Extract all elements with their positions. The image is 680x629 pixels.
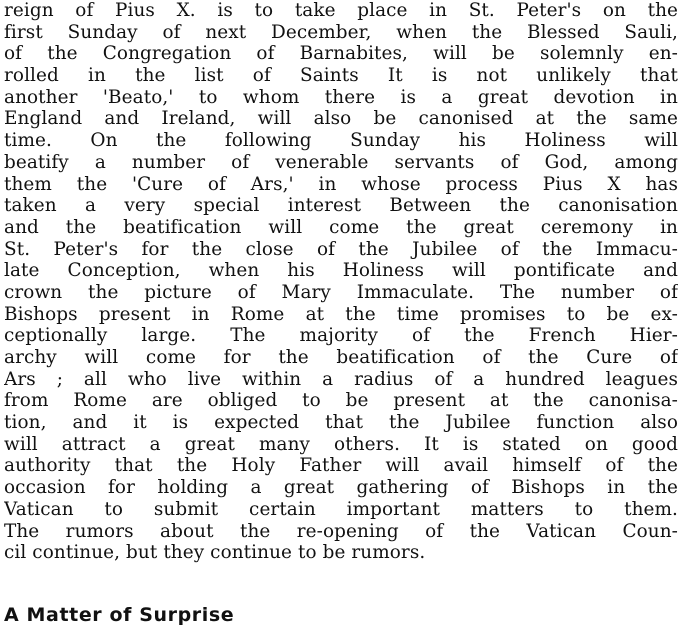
text-line: St. Peter's for the close of the Jubilee of the Immacu-: [4, 238, 678, 260]
text-line: first Sunday of next December, when the Blessed Sauli,: [4, 21, 678, 43]
text-line: occasion for holding a great gathering of Bishops in the: [4, 477, 678, 499]
text-line: and the beatification will come the great ceremony in: [4, 216, 678, 238]
text-line: The rumors about the re-opening of the Vatican Coun-: [4, 520, 678, 542]
text-line: late Conception, when his Holiness will pontificate and: [4, 260, 678, 282]
text-line: beatify a number of venerable servants of God, among: [4, 151, 678, 173]
text-line: Ars ; all who live within a radius of a hundred leagues: [4, 368, 678, 390]
section-heading: A Matter of Surprise: [4, 604, 235, 626]
text-line: another 'Beato,' to whom there is a great devotion in: [4, 86, 678, 108]
text-line: them the 'Cure of Ars,' in whose process Pius X has: [4, 173, 678, 195]
text-line: cil continue, but they continue to be rumors.: [4, 542, 426, 564]
text-line: tion, and it is expected that the Jubilee function also: [4, 412, 678, 434]
text-line: Bishops present in Rome at the time promises to be ex-: [4, 303, 678, 325]
text-line: time. On the following Sunday his Holiness will: [4, 130, 678, 152]
text-line: taken a very special interest Between the canonisation: [4, 195, 678, 217]
text-line: from Rome are obliged to be present at the canonisa-: [4, 390, 678, 412]
text-line: reign of Pius X. is to take place in St. Peter's on the: [4, 0, 678, 21]
text-line: authority that the Holy Father will avail himself of the: [4, 455, 678, 477]
text-line: will attract a great many others. It is stated on good: [4, 433, 678, 455]
text-line: Vatican to submit certain important matters to them.: [4, 498, 678, 520]
text-line: rolled in the list of Saints It is not unlikely that: [4, 65, 678, 87]
article-body: [4, 0, 678, 564]
text-line: England and Ireland, will also be canonised at the same: [4, 108, 678, 130]
text-line: ceptionally large. The majority of the French Hier-: [4, 325, 678, 347]
text-line: archy will come for the beatification of the Cure of: [4, 347, 678, 368]
text-line: crown the picture of Mary Immaculate. The number of: [4, 281, 678, 303]
text-line: of the Congregation of Barnabites, will be solemnly en-: [4, 43, 678, 65]
